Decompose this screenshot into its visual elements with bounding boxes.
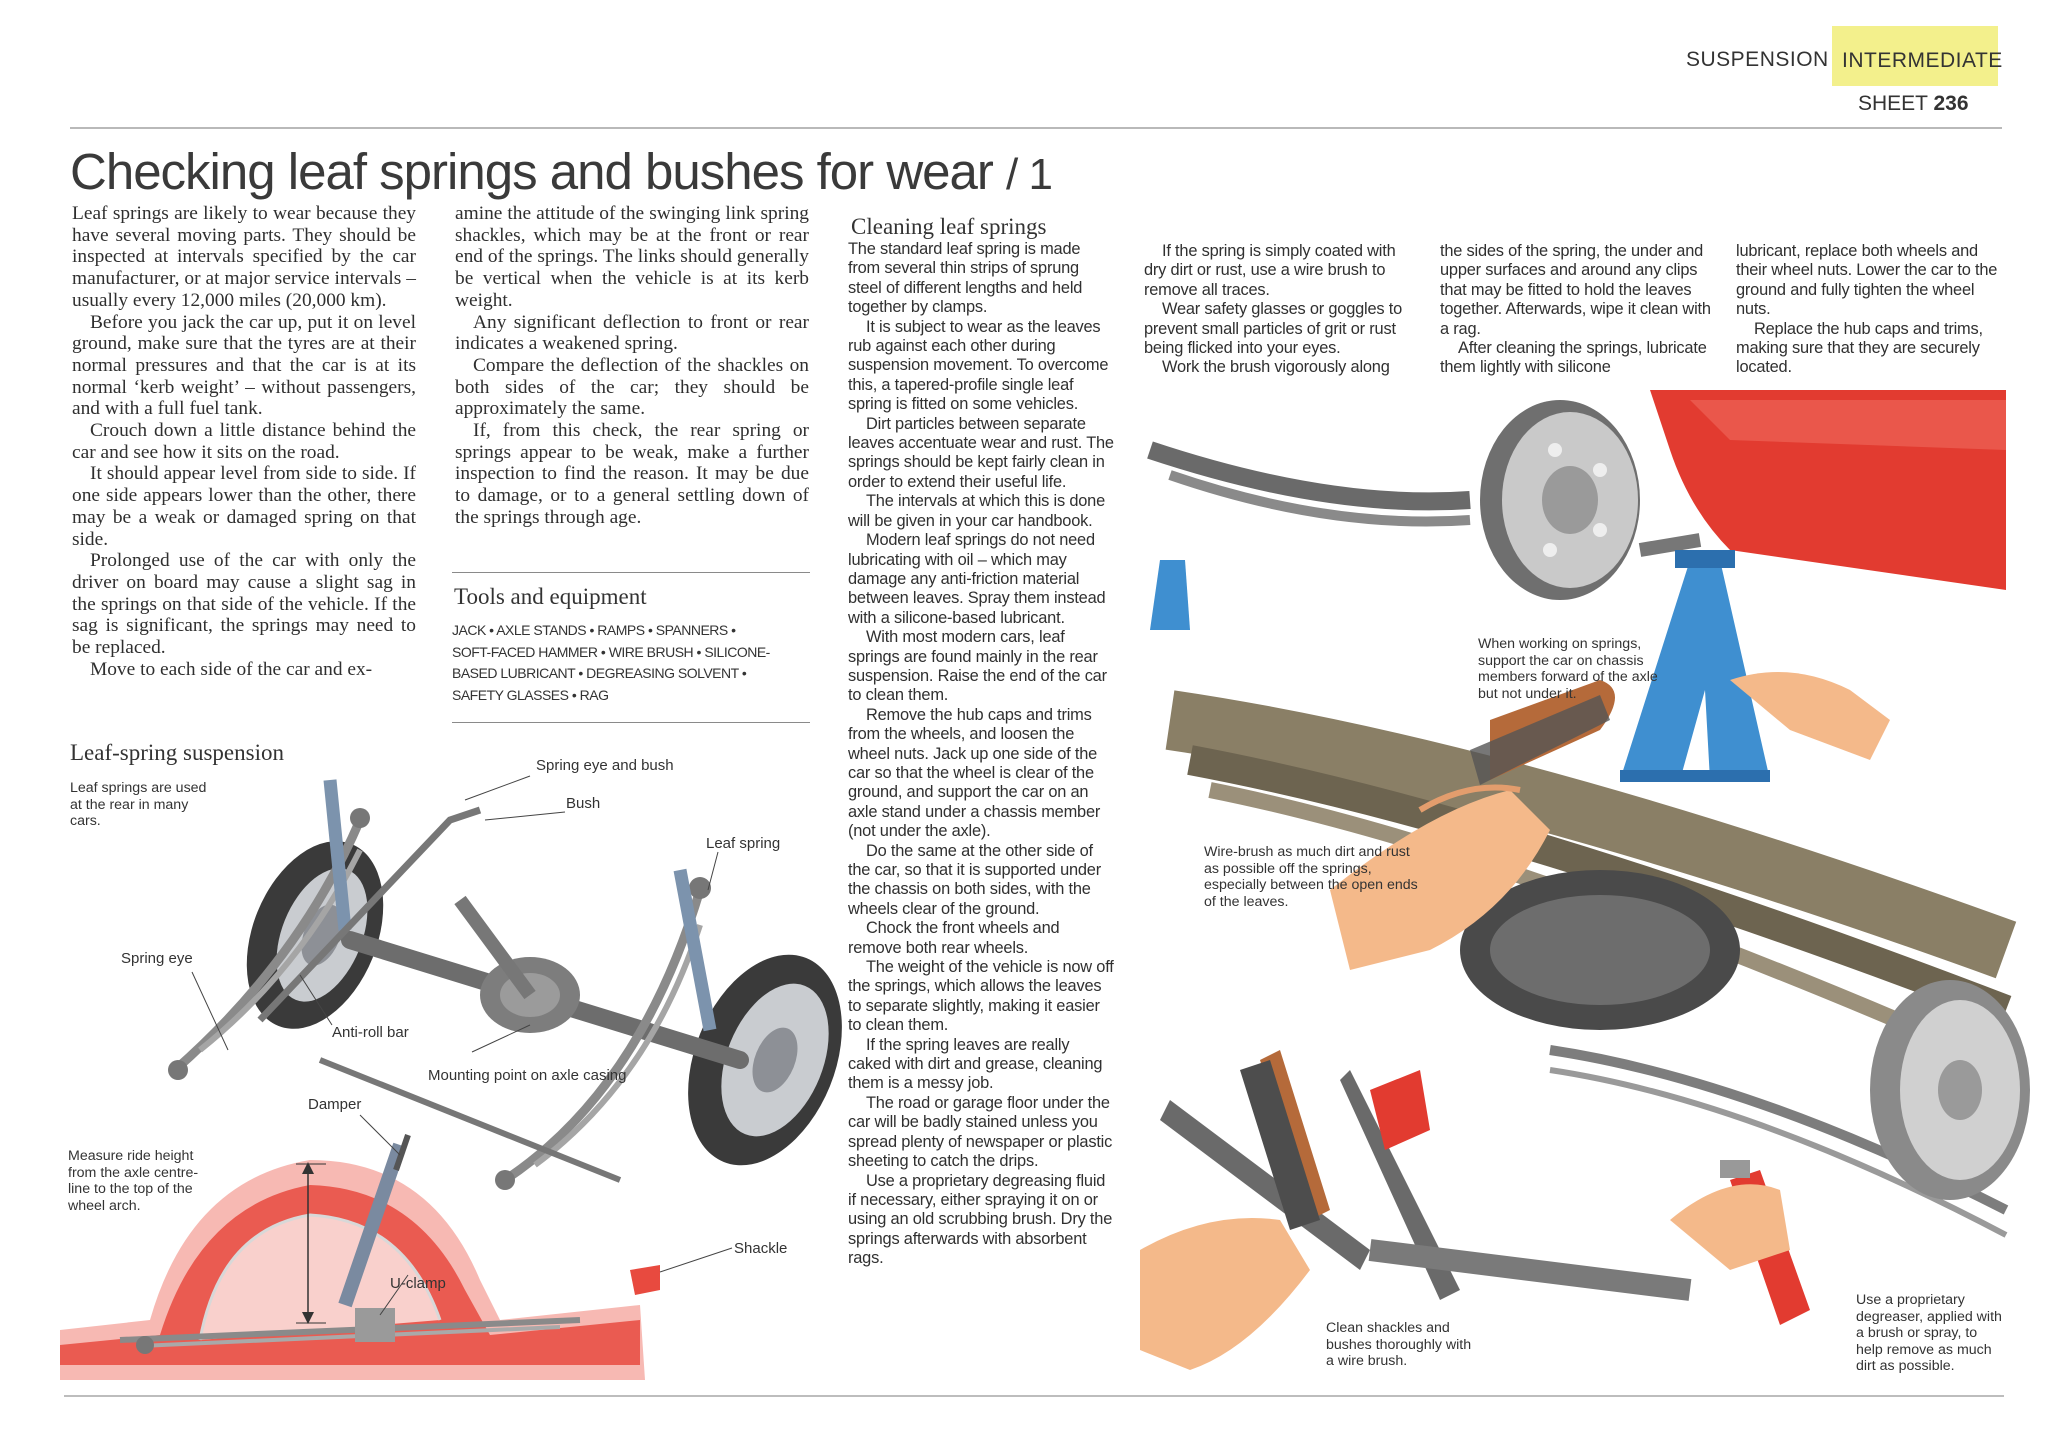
paragraph: Do the same at the other side of the car, so that it is supported under the chassis on both sides, with the wheels clear of the ground. bbox=[848, 841, 1101, 918]
paragraph: Before you jack the car up, put it on level ground, make sure that the tyres are at their normal pressures and that the car is at its normal ‘kerb weight’ – without passengers, and with a full fuel tank. bbox=[72, 311, 416, 420]
intro-column-1 bbox=[72, 203, 416, 680]
caption-shackles: Clean shackles and bushes thoroughly with a wire brush. bbox=[1326, 1320, 1472, 1370]
tools-list bbox=[452, 620, 802, 707]
tools-line: SAFETY GLASSES • RAG bbox=[452, 687, 609, 704]
paragraph: Modern leaf springs do not need lubricating with oil – which may damage any anti-friction material between leaves. Spray them instead with a silicone-based lubricant. bbox=[848, 531, 1106, 627]
text-column-6 bbox=[1736, 242, 2006, 378]
paragraph: The standard leaf spring is made from several thin strips of sprung steel of different lengths and held together by clamps. bbox=[848, 240, 1083, 317]
top-divider bbox=[70, 127, 2002, 129]
paragraph: It is subject to wear as the leaves rub against each other during suspension movement. To overcome this, a tapered-profile single leaf spring is fitted on some vehicles. bbox=[848, 317, 1109, 414]
level-badge bbox=[1832, 26, 2003, 86]
sheet-value: 236 bbox=[1933, 92, 1969, 115]
shackle-brush bbox=[1240, 1050, 1330, 1230]
paragraph: Dirt particles between separate leaves accentuate wear and rust. The springs should be kept fairly clean in order to extend their useful life. bbox=[848, 414, 1114, 491]
paragraph: lubricant, replace both wheels and their wheel nuts. Lower the car to the ground and fully tighten the wheel nuts. bbox=[1736, 242, 1998, 319]
paragraph: Use a proprietary degreasing fluid if necessary, either spraying it on or using an old scrubbing brush. Dry the springs afterwards with absorbent rags. bbox=[848, 1171, 1113, 1268]
left-wheel bbox=[221, 821, 409, 1049]
paragraph: The road or garage floor under the car will be badly stained unless you spread plenty of newspaper or plastic sheeting to catch the drips. bbox=[848, 1093, 1113, 1171]
sheet-label: SHEET bbox=[1858, 92, 1928, 115]
level-badge-text: INTERMEDIATE bbox=[1842, 49, 2003, 72]
paragraph: the sides of the spring, the under and upper surfaces and around any clips that may be fitted to hold the leaves together. Afterwards, wipe it clean with a rag. bbox=[1440, 242, 1711, 338]
axle-stand-left bbox=[1150, 560, 1190, 630]
paragraph: The weight of the vehicle is now off the springs, which allows the leaves to separate slightly, making it easier to clean them. bbox=[848, 958, 1114, 1035]
label-ride-height: Measure ride height from the axle centre-line to the top of the wheel arch. bbox=[68, 1148, 199, 1214]
paragraph: Replace the hub caps and trims, making sure that they are securely located. bbox=[1736, 319, 1983, 377]
label-leaf-spring: Leaf spring bbox=[706, 835, 781, 852]
label-bush: Bush bbox=[566, 795, 601, 812]
paragraph: It should appear level from side to side. If one side appears lower than the other, there may be a weak or damaged spring on that side. bbox=[72, 463, 416, 550]
brake-drum bbox=[1480, 400, 1640, 600]
tools-line: JACK • AXLE STANDS • RAMPS • SPANNERS • bbox=[452, 622, 736, 638]
paragraph: Crouch down a little distance behind the car and see how it sits on the road. bbox=[72, 420, 416, 463]
intro-column-2 bbox=[455, 203, 809, 529]
cleaning-column bbox=[848, 240, 1114, 1269]
label-spring-eye: Spring eye bbox=[121, 950, 193, 967]
label-spring-eye-bush: Spring eye and bush bbox=[536, 757, 674, 774]
text-column-4 bbox=[1144, 242, 1412, 378]
paragraph: If the spring is simply coated with dry dirt or rust, use a wire brush to remove all traces. bbox=[1144, 242, 1396, 299]
paragraph: Any significant deflection to front or rear indicates a weakened spring. bbox=[455, 311, 809, 355]
tools-line: SOFT-FACED HAMMER • WIRE BRUSH • SILICONE- bbox=[452, 643, 770, 660]
section-label: SUSPENSION bbox=[1686, 48, 1829, 71]
label-mounting-point: Mounting point on axle casing bbox=[428, 1067, 627, 1084]
cleaning-heading: Cleaning leaf springs bbox=[851, 214, 1047, 239]
right-wheel bbox=[659, 932, 871, 1188]
paragraph: amine the attitude of the swinging link spring shackles, which may be at the front or rear end of the springs. The links should generally be vertical when the vehicle is at its kerb weight. bbox=[455, 203, 810, 311]
paragraph: Work the brush vigorously along bbox=[1162, 358, 1390, 377]
page-title bbox=[70, 142, 1052, 201]
paragraph: Leaf springs are likely to wear because they have several moving parts. They should be inspected at intervals specified by the car manufacturer, or at major service intervals – usually every 12,000 miles (20,000 km). bbox=[72, 203, 416, 311]
paragraph: Prolonged use of the car with only the driver on board may cause a slight sag in the springs on that side of the vehicle. If the sag is significant, the springs may need to be replaced. bbox=[72, 550, 416, 659]
paragraph: Wear safety glasses or goggles to prevent small particles of grit or rust being flicked into your eyes. bbox=[1144, 300, 1402, 358]
paragraph: After cleaning the springs, lubricate them lightly with silicone bbox=[1440, 339, 1707, 377]
label-u-clamp: U-clamp bbox=[390, 1275, 446, 1292]
label-damper: Damper bbox=[308, 1096, 362, 1113]
paragraph: If the spring leaves are really caked with dirt and grease, cleaning them is a messy job. bbox=[848, 1035, 1103, 1093]
paragraph: Remove the hub caps and trims from the wheels, and loosen the wheel nuts. Jack up one side of the car so that the wheel is clear of the ground, and support the car on an axle stand under a chassis member (not under the axle). bbox=[848, 705, 1101, 841]
paragraph: With most modern cars, leaf springs are found mainly in the rear suspension. Raise the end of the car to clean them. bbox=[848, 628, 1107, 705]
caption-degreaser: Use a proprietary degreaser, applied with a brush or spray, to help remove as much dirt as possible. bbox=[1856, 1292, 2002, 1375]
page-title-part: / 1 bbox=[1006, 150, 1052, 199]
label-anti-roll-bar: Anti-roll bar bbox=[332, 1024, 409, 1041]
tools-heading: Tools and equipment bbox=[454, 584, 647, 609]
caption-wire-brush: Wire-brush as much dirt and rust as possible off the springs, especially between the open ends of the leaves. bbox=[1204, 844, 1418, 910]
tools-bottom-rule bbox=[452, 722, 810, 723]
sheet-number bbox=[1858, 92, 1969, 116]
bottom-divider bbox=[64, 1395, 2004, 1397]
paragraph: Move to each side of the car and ex- bbox=[90, 658, 373, 680]
paragraph: Chock the front wheels and remove both rear wheels. bbox=[848, 919, 1060, 957]
caption-axle-stand: When working on springs, support the car on chassis members forward of the axle but not under it. bbox=[1478, 636, 1658, 702]
tools-line: BASED LUBRICANT • DEGREASING SOLVENT • bbox=[452, 665, 747, 682]
diagram-intro: Leaf springs are used at the rear in many cars. bbox=[70, 780, 207, 830]
paragraph: The intervals at which this is done will be given in your car handbook. bbox=[848, 492, 1105, 530]
text-column-5 bbox=[1440, 242, 1716, 378]
paragraph: If, from this check, the rear spring or springs appear to be weak, make a further inspection to find the reason. It may be due to damage, or to a general settling down of the springs through age. bbox=[455, 420, 809, 528]
paragraph: Compare the deflection of the shackles on both sides of the car; they should be approximately the same. bbox=[455, 354, 809, 420]
tools-top-rule bbox=[452, 572, 810, 573]
label-shackle: Shackle bbox=[734, 1240, 788, 1257]
diagram-heading: Leaf-spring suspension bbox=[70, 740, 284, 765]
page-title-main: Checking leaf springs and bushes for wear bbox=[70, 143, 993, 200]
